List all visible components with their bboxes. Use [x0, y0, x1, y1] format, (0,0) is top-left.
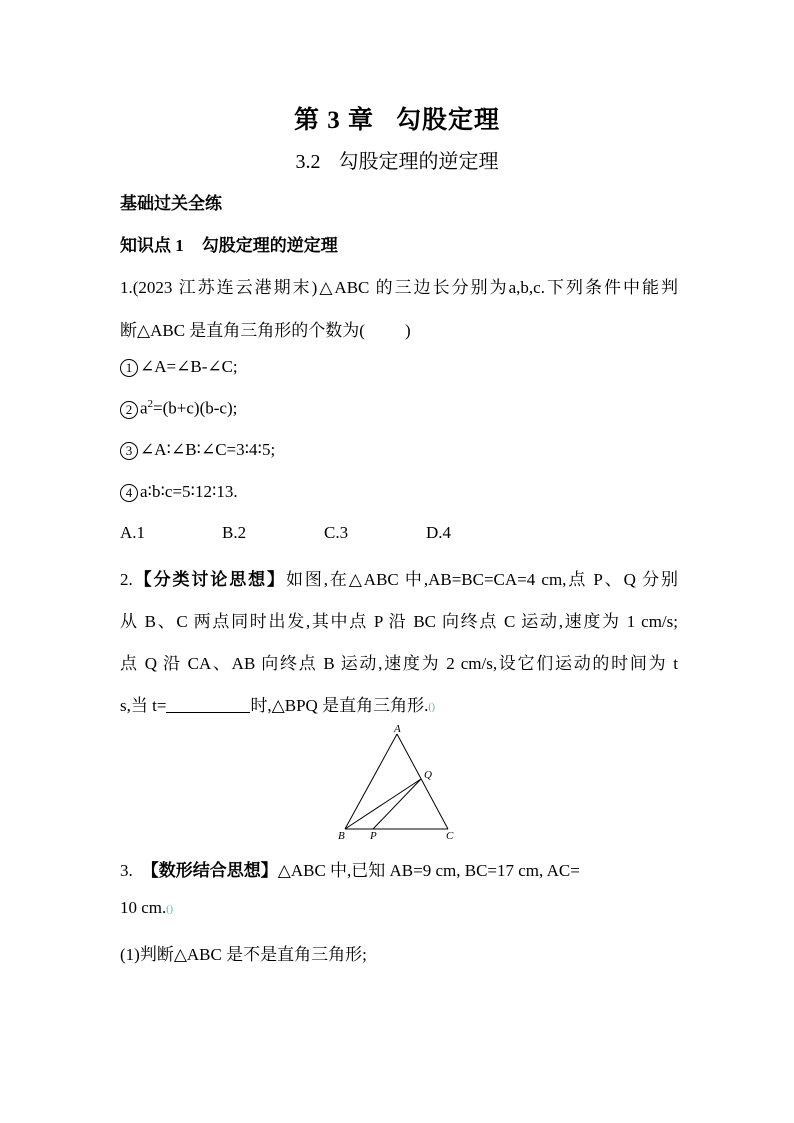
q2-answer-blank[interactable] — [166, 698, 250, 713]
triangle-figure — [335, 722, 460, 842]
q3-line-1-rest: △ABC 中,已知 AB=9 cm, BC=17 cm, AC= — [277, 861, 580, 880]
segment-ab — [345, 734, 397, 829]
q1-option-a[interactable]: A.1 — [120, 523, 146, 542]
q2-line-1-rest: 如图,在△ABC 中,AB=BC=CA=4 cm,点 P、Q 分别 — [285, 570, 679, 589]
q1-condition-2-base: a — [140, 398, 148, 418]
q1-options — [120, 523, 528, 543]
chapter-name: 勾股定理 — [396, 107, 501, 134]
q1-condition-3-text: ∠A∶∠B∶∠C=3∶4∶5; — [140, 440, 276, 459]
q3-line-2 — [120, 898, 173, 918]
knowledge-point-label: 知识点 1 — [120, 236, 184, 255]
q1-condition-1 — [120, 357, 238, 377]
q1-line-2 — [120, 316, 411, 341]
circled-number-3: 3 — [120, 442, 138, 460]
q3-tag: 【数形结合思想】 — [141, 861, 278, 880]
section-number: 3.2 — [295, 151, 321, 173]
circled-number-2: 2 — [120, 401, 138, 419]
vertex-label-b: B — [338, 830, 345, 842]
q3-line-2-text: 10 cm. — [120, 898, 167, 917]
q1-condition-4 — [120, 482, 238, 502]
q1-option-d[interactable]: D.4 — [426, 523, 452, 542]
q2-number: 2. — [120, 570, 133, 589]
q2-line-4-post: 时,△BPQ 是直角三角形. — [250, 696, 429, 715]
circled-number-4: 4 — [120, 484, 138, 502]
q2-tag: 【分类讨论思想】 — [132, 570, 286, 589]
point-label-q: Q — [424, 769, 432, 781]
q3-part-1: (1)判断△ABC 是不是直角三角形; — [120, 945, 367, 964]
vertex-label-c: C — [446, 830, 454, 842]
point-label-p: P — [370, 830, 377, 842]
q3-mini-paren: () — [166, 904, 173, 915]
section-title — [0, 145, 794, 174]
vertex-label-a: A — [394, 723, 401, 735]
q1-condition-2-exponent: 2 — [147, 398, 154, 410]
segment-pq — [373, 779, 421, 829]
q1-condition-2-rest: =(b+c)(b-c); — [153, 398, 238, 418]
q1-condition-4-text: a∶b∶c=5∶12∶13. — [140, 482, 238, 501]
q2-mini-paren: () — [428, 702, 436, 713]
q2-line-3: 点 Q 沿 CA、AB 向终点 B 运动,速度为 2 cm/s,设它们运动的时间为 t — [120, 654, 678, 673]
q1-option-b[interactable]: B.2 — [222, 523, 247, 542]
q2-line-2: 从 B、C 两点同时出发,其中点 P 沿 BC 向终点 C 运动,速度为 1 cm/s; — [120, 612, 678, 631]
chapter-title — [0, 100, 794, 136]
q1-paren-close: ) — [404, 321, 411, 340]
q1-condition-3 — [120, 440, 275, 460]
knowledge-point-heading — [120, 231, 338, 256]
segment-ac — [397, 734, 448, 829]
q1-condition-1-text: ∠A=∠B-∠C; — [140, 357, 238, 376]
q1-stem-end: 断△ABC 是直角三角形的个数为( — [120, 321, 365, 340]
circled-number-1: 1 — [120, 359, 138, 377]
q2-line-4-pre: s,当 t= — [120, 696, 167, 715]
q3-number: 3. — [120, 861, 133, 880]
q2-line-4 — [120, 691, 435, 716]
q1-line-1: 1.(2023 江苏连云港期末)△ABC 的三边长分别为a,b,c.下列条件中能判 — [120, 278, 678, 297]
q2-line-1 — [120, 565, 678, 590]
q1-option-c[interactable]: C.3 — [324, 523, 349, 542]
q3-line-1 — [120, 856, 580, 881]
section-name: 勾股定理的逆定理 — [338, 151, 499, 173]
knowledge-point-name: 勾股定理的逆定理 — [201, 236, 338, 255]
chapter-number: 第 3 章 — [293, 107, 374, 134]
q1-condition-2 — [120, 398, 237, 419]
group-heading: 基础过关全练 — [120, 194, 222, 213]
segment-bq — [345, 779, 421, 829]
